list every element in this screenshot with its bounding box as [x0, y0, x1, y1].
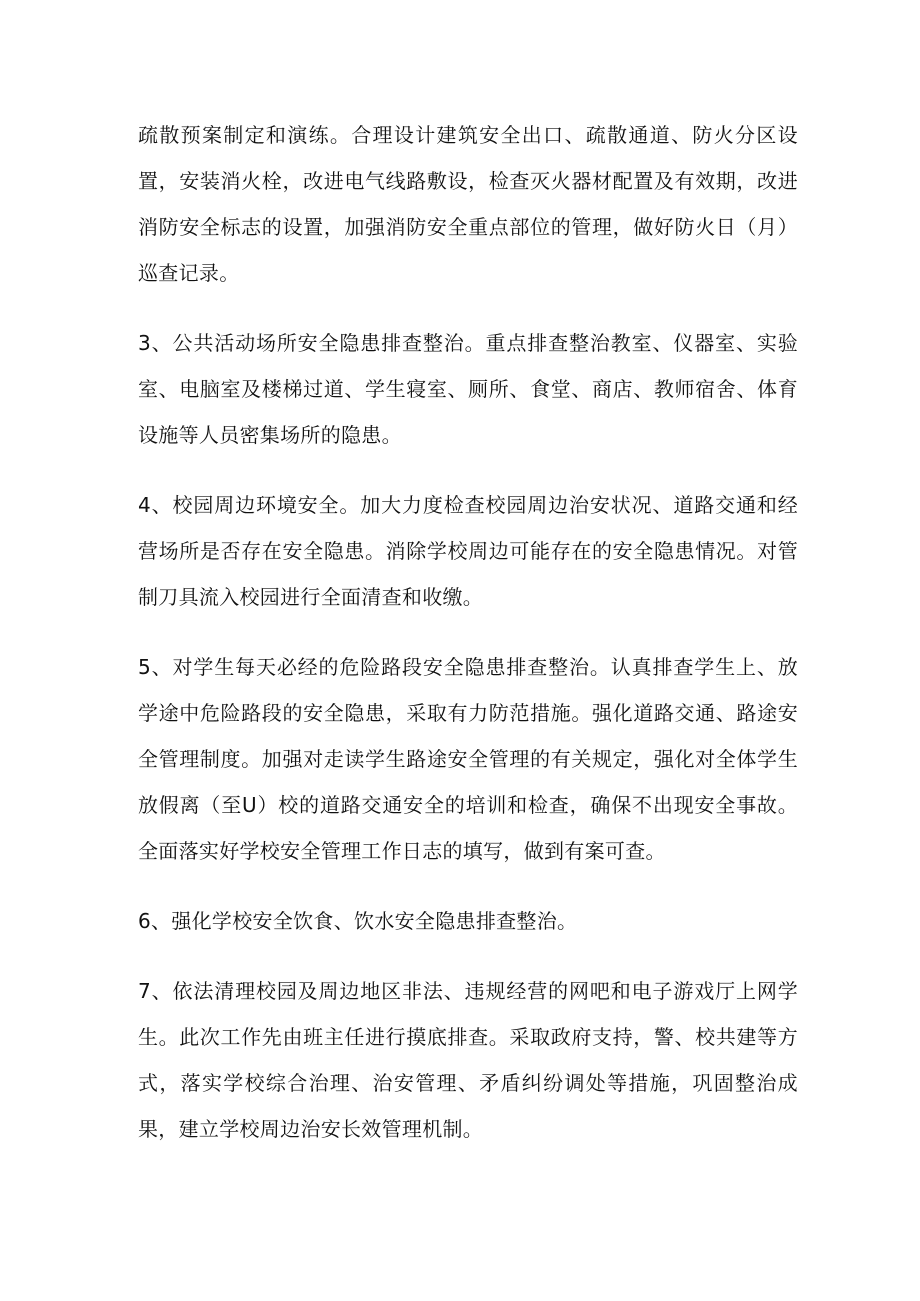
- paragraph-item-6-food-water-safety: 6、强化学校安全饮食、饮水安全隐患排查整治。: [138, 909, 578, 933]
- paragraph-item-7-internet-cafes: 7、依法清理校园及周边地区非法、违规经营的网吧和电子游戏厅上网学生。此次工作先由班主任进行摸底排查。采取政府支持，警、校共建等方式，落实学校综合治理、治安管理、矛盾纠纷调处等措施，巩固整治成果，建立学校周边治安长效管理机制。: [138, 979, 798, 1141]
- document-body: [138, 112, 798, 1152]
- paragraph-evacuation-plan: 疏散预案制定和演练。合理设计建筑安全出口、疏散通道、防火分区设置，安装消火栓，改进电气线路敷设，检查灭火器材配置及有效期，改进消防安全标志的设置，加强消防安全重点部位的管理，做好防火日（月）巡查记录。: [138, 123, 798, 285]
- paragraph-item-3-public-areas: 3、公共活动场所安全隐患排查整治。重点排查整治教室、仪器室、实验室、电脑室及楼梯过道、学生寝室、厕所、食堂、商店、教师宿舍、体育设施等人员密集场所的隐患。: [138, 331, 798, 447]
- paragraph-item-4-campus-surroundings: 4、校园周边环境安全。加大力度检查校园周边治安状况、道路交通和经营场所是否存在安全隐患。消除学校周边可能存在的安全隐患情况。对管制刀具流入校园进行全面清查和收缴。: [138, 493, 798, 609]
- paragraph-item-5-dangerous-routes: 5、对学生每天必经的危险路段安全隐患排查整治。认真排查学生上、放学途中危险路段的安全隐患，采取有力防范措施。强化道路交通、路途安全管理制度。加强对走读学生路途安全管理的有关规定，强化对全体学生放假离（至U）校的道路交通安全的培训和检查，确保不出现安全事故。全面落实好学校安全管理工作日志的填写，做到有案可查。: [138, 655, 798, 863]
